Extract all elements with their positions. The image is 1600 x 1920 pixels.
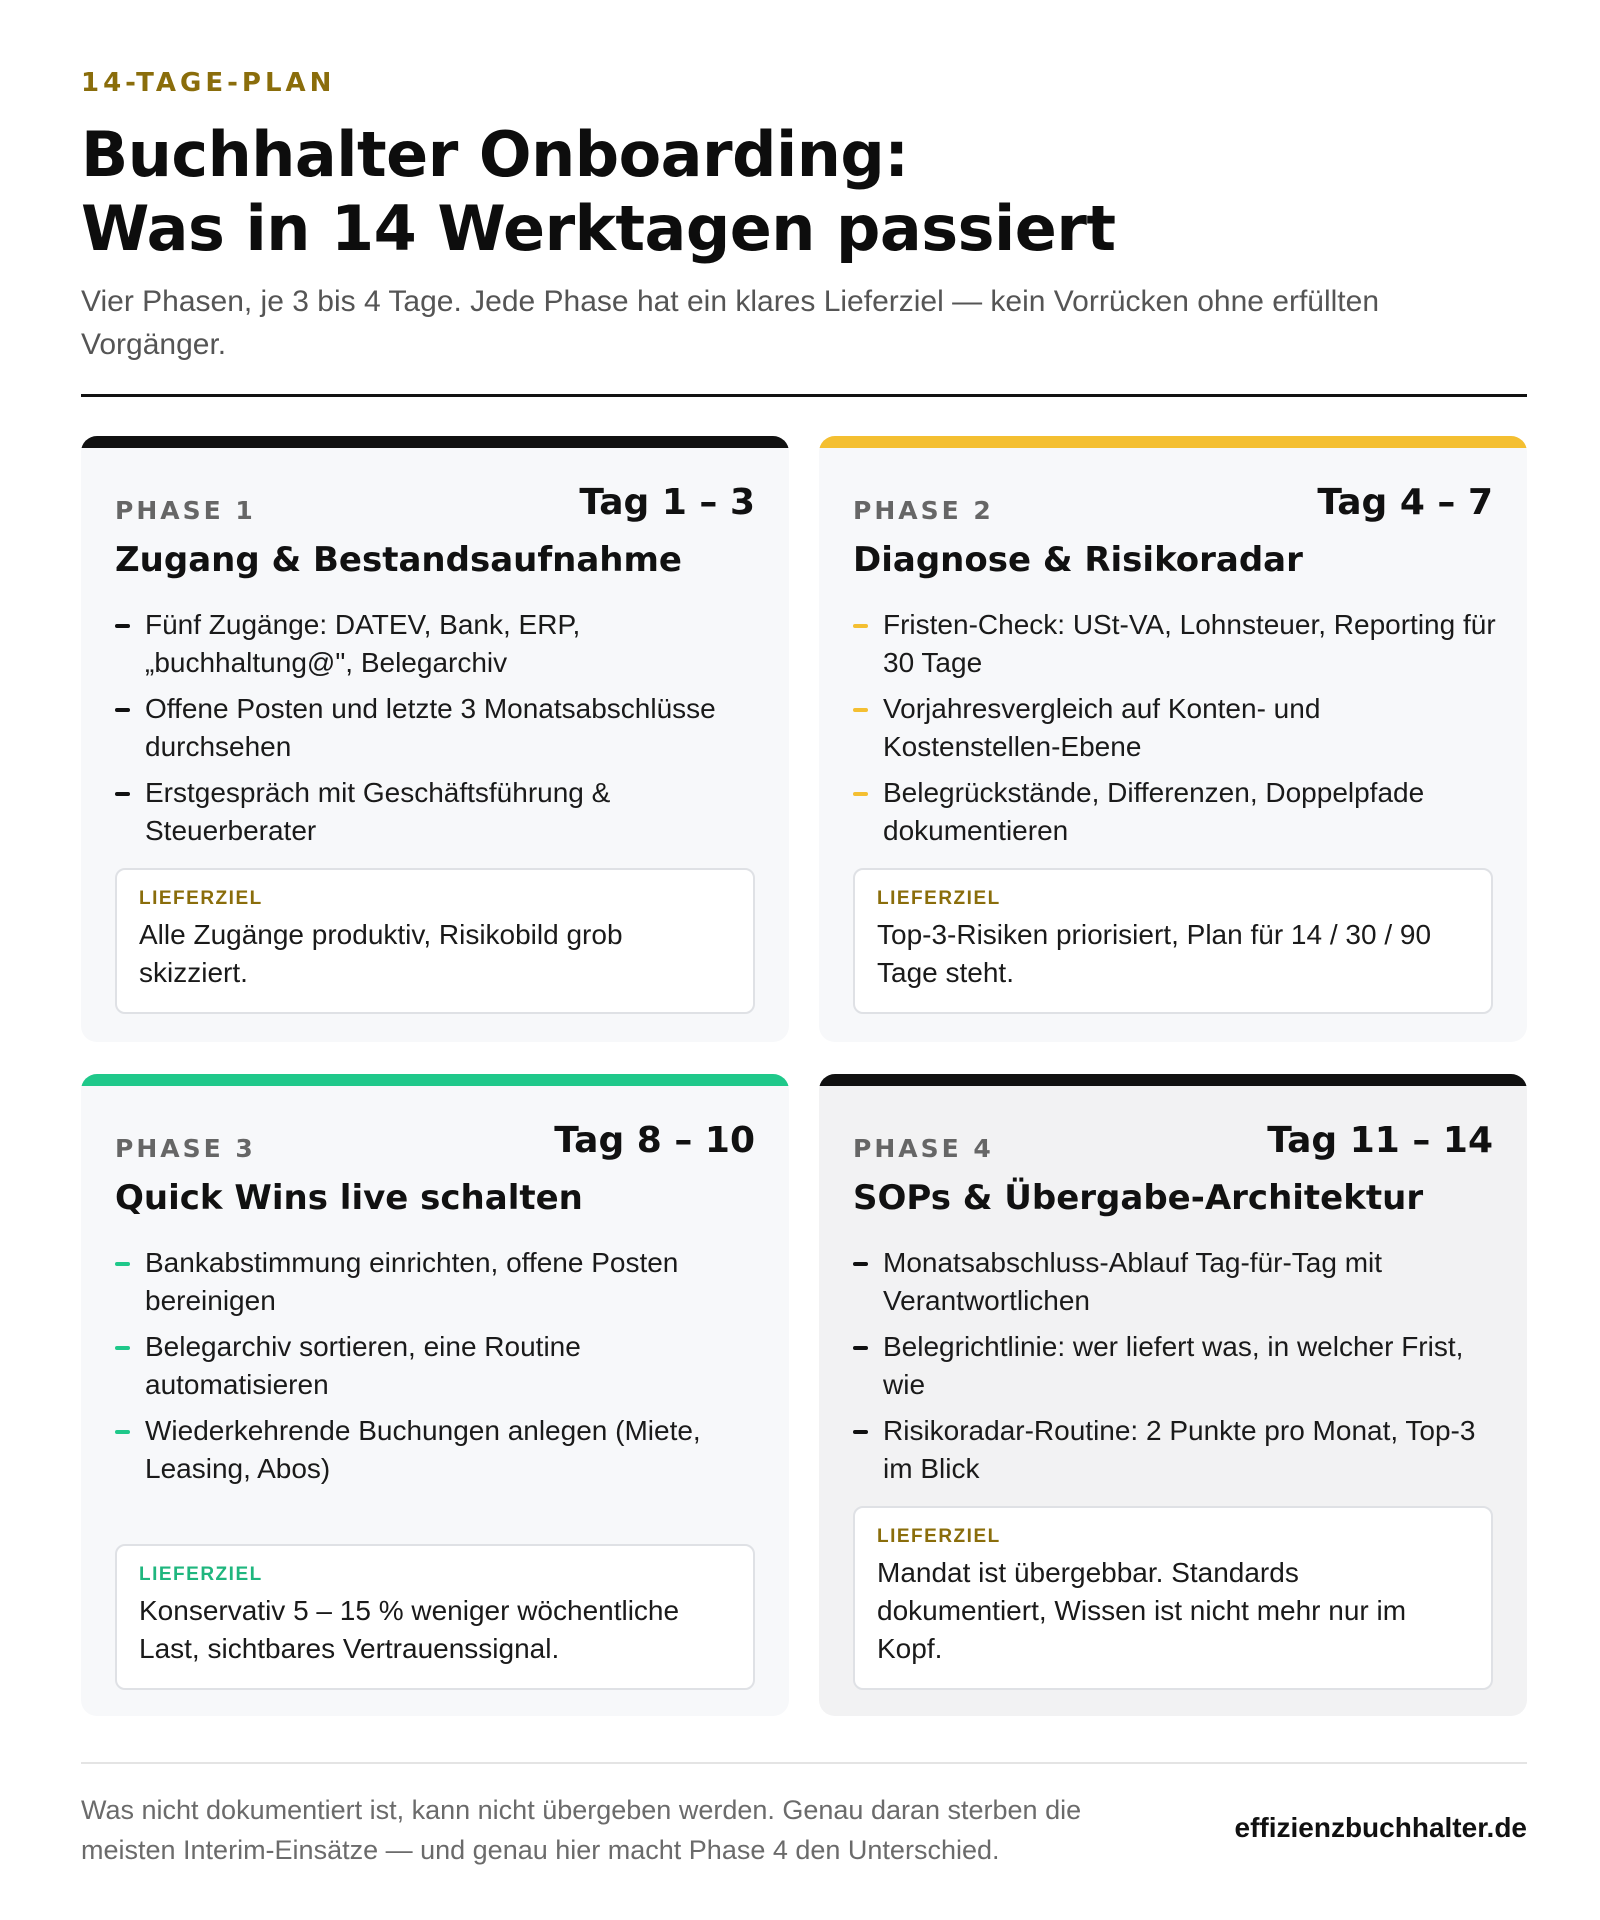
phase-label: PHASE 1: [115, 496, 256, 525]
phase-task-list: [853, 606, 1497, 858]
task-item: [115, 1244, 759, 1320]
phase-header: [853, 482, 1493, 532]
phase-title: Quick Wins live schalten: [115, 1178, 583, 1218]
task-item: [853, 1244, 1497, 1320]
task-item: [853, 1328, 1497, 1404]
deliverable-text: Mandat ist übergebbar. Standards dokumentiert, Wissen ist nicht mehr nur im Kopf.: [877, 1557, 1407, 1664]
dash-icon: [853, 624, 868, 628]
phase-card-4: [819, 1074, 1527, 1716]
dash-icon: [853, 708, 868, 712]
deliverable-label: LIEFERZIEL: [139, 888, 263, 909]
deliverable-box: [115, 1544, 755, 1690]
task-text: Risikoradar-Routine: 2 Punkte pro Monat, Top-3 im Blick: [883, 1415, 1476, 1484]
phase-accent-bar: [81, 1074, 789, 1086]
dash-icon: [853, 1346, 868, 1350]
deliverable-box: [853, 1506, 1493, 1690]
footer-divider: [81, 1762, 1527, 1764]
deliverable-text: Top-3-Risiken priorisiert, Plan für 14 / 30 / 90 Tage steht.: [877, 919, 1432, 988]
phase-task-list: [115, 606, 759, 858]
dash-icon: [115, 1262, 130, 1266]
deliverable-label: LIEFERZIEL: [877, 1526, 1001, 1547]
phase-header: [853, 1120, 1493, 1170]
deliverable-box: [853, 868, 1493, 1014]
dash-icon: [115, 1430, 130, 1434]
phase-label: PHASE 2: [853, 496, 994, 525]
task-text: Belegrichtlinie: wer liefert was, in welcher Frist, wie: [883, 1331, 1464, 1400]
brand-domain: effizienzbuchhalter.de: [1234, 1812, 1527, 1843]
phase-title: SOPs & Übergabe-Architektur: [853, 1178, 1424, 1218]
phase-header: [115, 1120, 755, 1170]
task-text: Offene Posten und letzte 3 Monatsabschlüsse durchsehen: [145, 693, 716, 762]
dash-icon: [115, 792, 130, 796]
eyebrow: 14-TAGE-PLAN: [81, 68, 336, 98]
task-item: [115, 1412, 759, 1488]
phase-days: Tag 1 – 3: [579, 482, 755, 523]
phase-accent-bar: [819, 1074, 1527, 1086]
page-subtitle: Vier Phasen, je 3 bis 4 Tage. Jede Phase hat ein klares Lieferziel — kein Vorrücken ohne erfüllten Vorgänger.: [81, 285, 1380, 361]
phase-days: Tag 11 – 14: [1267, 1120, 1493, 1161]
phase-accent-bar: [819, 436, 1527, 448]
phase-title: Zugang & Bestandsaufnahme: [115, 540, 682, 580]
task-text: Wiederkehrende Buchungen anlegen (Miete, Leasing, Abos): [145, 1415, 701, 1484]
task-item: [853, 690, 1497, 766]
deliverable-text: Alle Zugänge produktiv, Risikobild grob skizziert.: [139, 919, 623, 988]
task-item: [115, 690, 759, 766]
page-title-line-1: Buchhalter Onboarding:: [81, 118, 909, 191]
footer-note: Was nicht dokumentiert ist, kann nicht übergeben werden. Genau daran sterben die meisten Interim-Einsätze — und genau hier macht Phase 4 den Unterschied.: [81, 1795, 1082, 1865]
phase-title: Diagnose & Risikoradar: [853, 540, 1303, 580]
task-text: Fünf Zugänge: DATEV, Bank, ERP, „buchhaltung@", Belegarchiv: [145, 609, 581, 678]
dash-icon: [853, 1430, 868, 1434]
page-title: [81, 118, 1116, 266]
task-text: Belegrückstände, Differenzen, Doppelpfade dokumentieren: [883, 777, 1425, 846]
deliverable-label: LIEFERZIEL: [877, 888, 1001, 909]
phase-label: PHASE 3: [115, 1134, 256, 1163]
task-item: [853, 1412, 1497, 1488]
deliverable-box: [115, 868, 755, 1014]
phase-accent-bar: [81, 436, 789, 448]
task-text: Vorjahresvergleich auf Konten- und Kostenstellen-Ebene: [883, 693, 1321, 762]
phase-card-1: [81, 436, 789, 1042]
task-item: [115, 606, 759, 682]
task-text: Bankabstimmung einrichten, offene Posten bereinigen: [145, 1247, 679, 1316]
phase-card-3: [81, 1074, 789, 1716]
dash-icon: [115, 708, 130, 712]
task-item: [115, 1328, 759, 1404]
phase-days: Tag 4 – 7: [1317, 482, 1493, 523]
phase-label: PHASE 4: [853, 1134, 994, 1163]
phase-task-list: [853, 1244, 1497, 1496]
page-title-line-2: Was in 14 Werktagen passiert: [81, 192, 1116, 265]
header-divider: [81, 394, 1527, 397]
phase-task-list: [115, 1244, 759, 1496]
dash-icon: [115, 624, 130, 628]
task-item: [115, 774, 759, 850]
task-text: Belegarchiv sortieren, eine Routine automatisieren: [145, 1331, 581, 1400]
task-text: Monatsabschluss-Ablauf Tag-für-Tag mit Verantwortlichen: [883, 1247, 1383, 1316]
deliverable-label: LIEFERZIEL: [139, 1564, 263, 1585]
phase-header: [115, 482, 755, 532]
task-item: [853, 774, 1497, 850]
phase-card-2: [819, 436, 1527, 1042]
task-text: Fristen-Check: USt-VA, Lohnsteuer, Reporting für 30 Tage: [883, 609, 1496, 678]
dash-icon: [115, 1346, 130, 1350]
deliverable-text: Konservativ 5 – 15 % weniger wöchentliche Last, sichtbares Vertrauenssignal.: [139, 1595, 680, 1664]
task-text: Erstgespräch mit Geschäftsführung & Steuerberater: [145, 777, 611, 846]
phase-days: Tag 8 – 10: [554, 1120, 755, 1161]
dash-icon: [853, 1262, 868, 1266]
dash-icon: [853, 792, 868, 796]
task-item: [853, 606, 1497, 682]
